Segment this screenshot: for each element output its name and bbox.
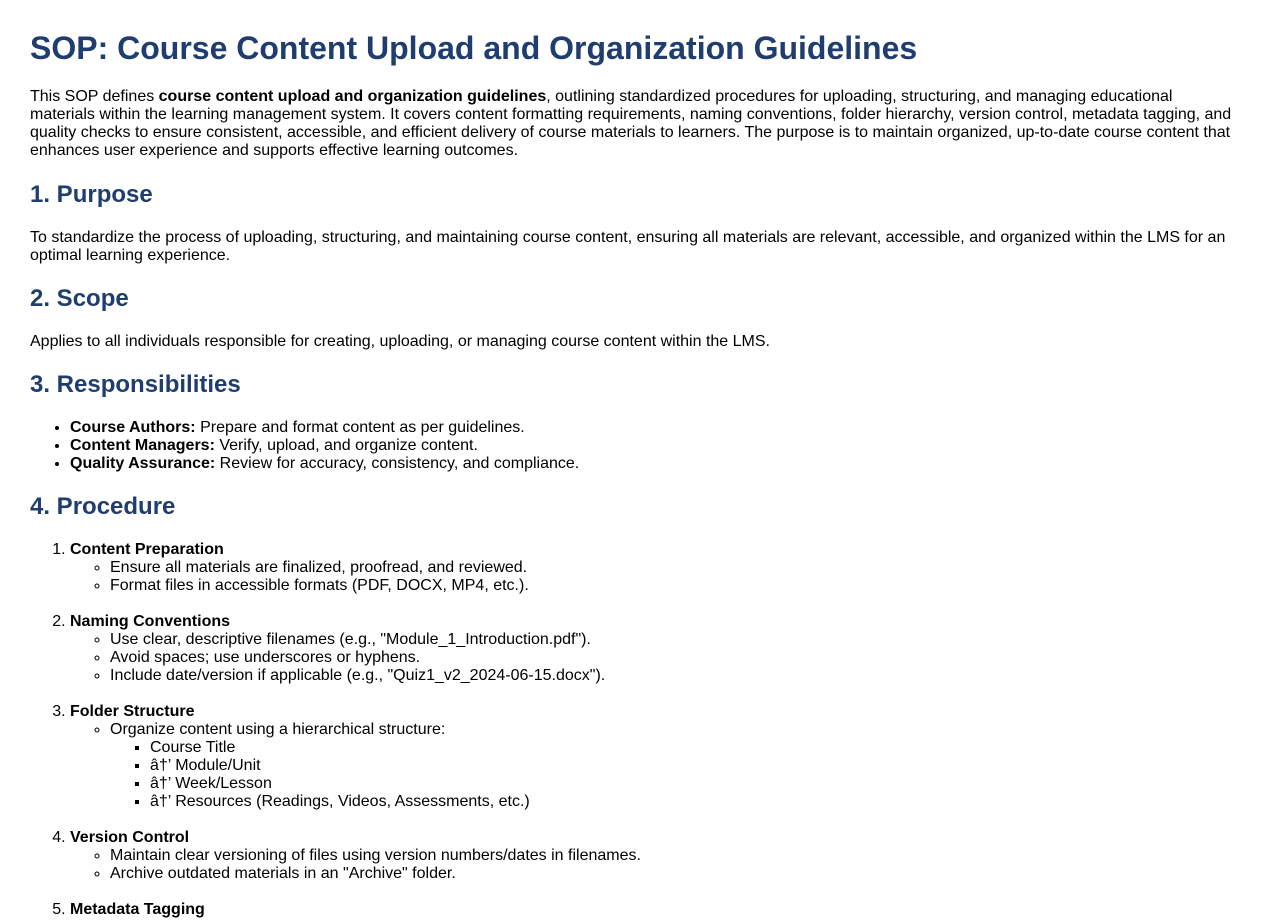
step-title: Version Control bbox=[70, 829, 190, 846]
folder-level: ▪ â†’ Module/Unit bbox=[150, 757, 1233, 775]
list-item bbox=[70, 437, 1233, 455]
folder-hierarchy bbox=[110, 739, 1233, 811]
role-label: Course Authors: bbox=[70, 419, 196, 436]
step-title: Naming Conventions bbox=[70, 613, 231, 630]
folder-level: ▪ Course Title bbox=[150, 739, 1233, 757]
scope-heading: 2. Scope bbox=[30, 285, 129, 312]
procedure-steps bbox=[30, 541, 1233, 919]
page-title: SOP: Course Content Upload and Organization Guidelines bbox=[30, 30, 918, 66]
responsibilities-list bbox=[30, 419, 1233, 473]
role-description: Verify, upload, and organize content. bbox=[214, 437, 478, 454]
step-items bbox=[70, 559, 1233, 595]
responsibilities-heading: 3. Responsibilities bbox=[30, 371, 241, 398]
list-item: ◦ Avoid spaces; use underscores or hyphens. bbox=[110, 649, 1233, 667]
list-item bbox=[70, 419, 1233, 437]
step-items bbox=[70, 721, 1233, 811]
list-item: ◦ Format files in accessible formats (PDF, DOCX, MP4, etc.). bbox=[110, 577, 1233, 595]
procedure-heading: 4. Procedure bbox=[30, 493, 176, 520]
step-title: Folder Structure bbox=[70, 703, 195, 720]
procedure-step bbox=[70, 901, 1233, 919]
list-item: ◦ Archive outdated materials in an "Archive" folder. bbox=[110, 865, 1233, 883]
role-description: Review for accuracy, consistency, and compliance. bbox=[215, 455, 580, 472]
intro-paragraph bbox=[30, 88, 1233, 160]
folder-level: ▪ â†’ Week/Lesson bbox=[150, 775, 1233, 793]
intro-text-start: This SOP defines bbox=[30, 88, 159, 105]
purpose-heading: 1. Purpose bbox=[30, 181, 153, 208]
list-item bbox=[110, 721, 1233, 811]
list-item bbox=[70, 455, 1233, 473]
list-item: ◦ Maintain clear versioning of files using version numbers/dates in filenames. bbox=[110, 847, 1233, 865]
role-description: Prepare and format content as per guidelines. bbox=[195, 419, 525, 436]
purpose-text: To standardize the process of uploading, structuring, and maintaining course content, ensuring all materials are relevant, accessible, and organized within the LMS for an optimal learning experience. bbox=[30, 229, 1226, 264]
list-item-text: Organize content using a hierarchical structure: bbox=[110, 721, 446, 738]
procedure-step bbox=[70, 703, 1233, 811]
procedure-step bbox=[70, 829, 1233, 883]
list-item: ◦ Use clear, descriptive filenames (e.g., "Module_1_Introduction.pdf"). bbox=[110, 631, 1233, 649]
list-item: ◦ Ensure all materials are finalized, proofread, and reviewed. bbox=[110, 559, 1233, 577]
step-items bbox=[70, 847, 1233, 883]
intro-text-end: , outlining standardized procedures for uploading, structuring, and managing educational materials within the learning management system. It covers content formatting requirements, naming conventions, folder hierarchy, version control, metadata tagging, and quality checks to ensure consistent, accessible, and efficient delivery of course materials to learners. The purpose is to maintain organized, up-to-date course content that enhances user experience and supports effective learning outcomes. bbox=[30, 88, 1232, 159]
folder-level: ▪ â†’ Resources (Readings, Videos, Assessments, etc.) bbox=[150, 793, 1233, 811]
scope-text: Applies to all individuals responsible for creating, uploading, or managing course content within the LMS. bbox=[30, 333, 770, 350]
step-title: Metadata Tagging bbox=[70, 901, 205, 918]
intro-bold-phrase: course content upload and organization guidelines bbox=[158, 88, 547, 105]
list-item: ◦ Include date/version if applicable (e.g., "Quiz1_v2_2024-06-15.docx"). bbox=[110, 667, 1233, 685]
role-label: Quality Assurance: bbox=[70, 455, 216, 472]
procedure-step bbox=[70, 613, 1233, 685]
step-title: Content Preparation bbox=[70, 541, 224, 558]
step-items bbox=[70, 631, 1233, 685]
role-label: Content Managers: bbox=[70, 437, 215, 454]
procedure-step bbox=[70, 541, 1233, 595]
